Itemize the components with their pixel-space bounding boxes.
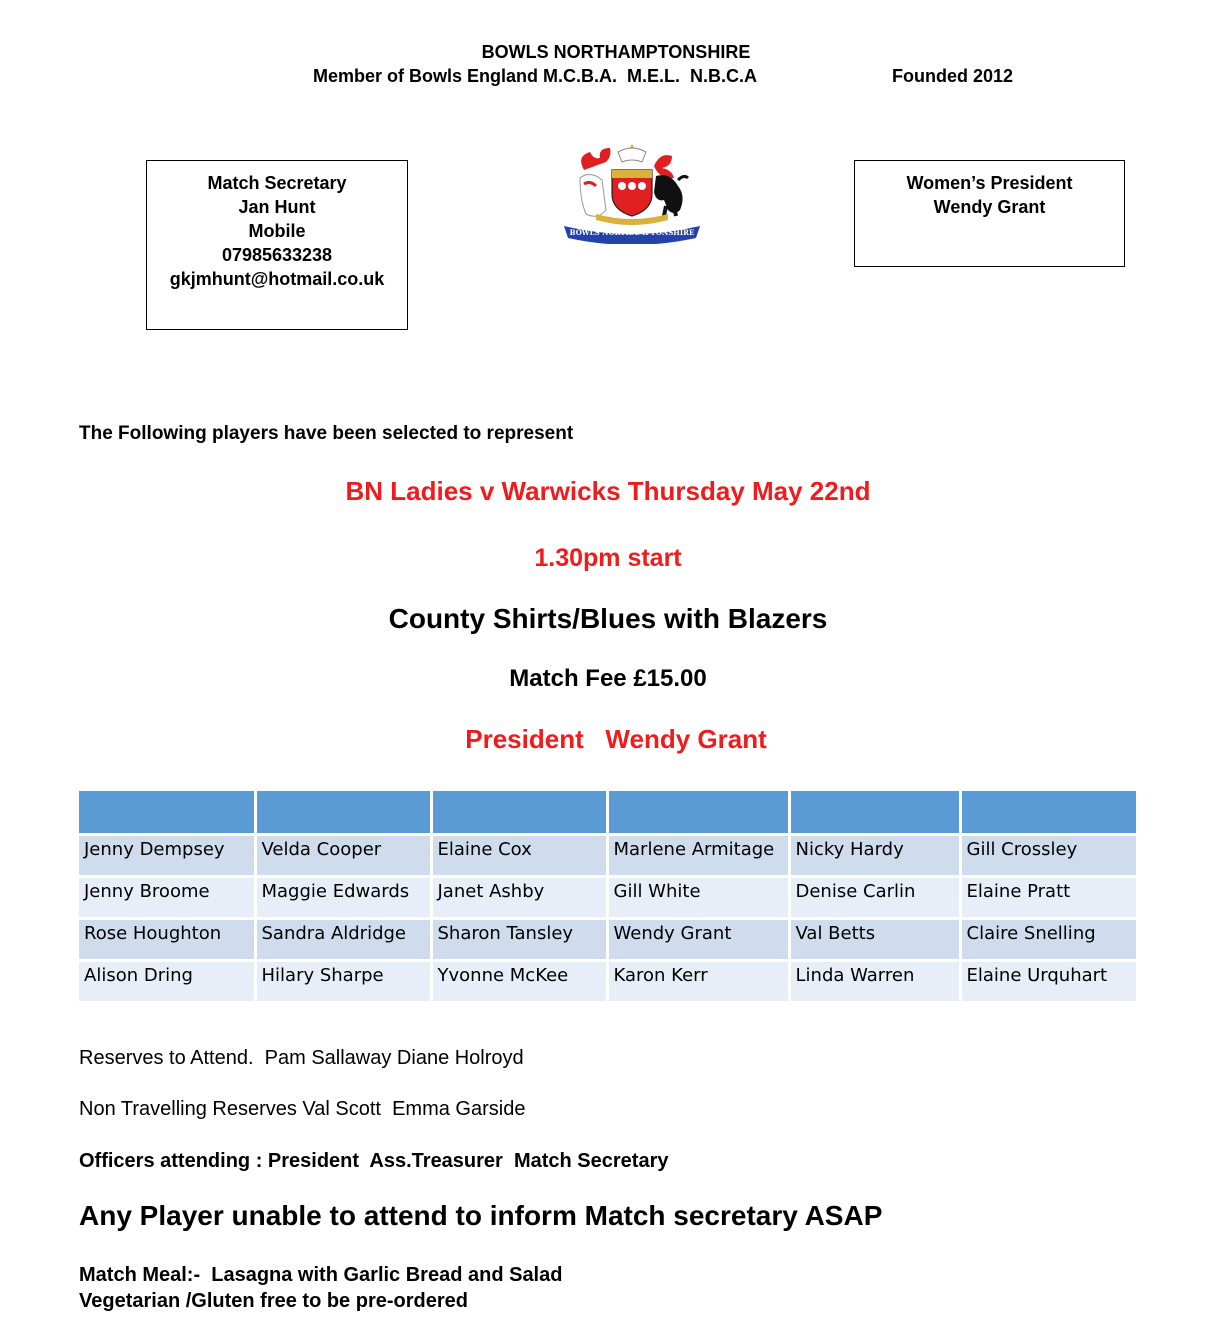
player-cell: Jenny Dempsey: [79, 835, 255, 877]
player-cell: Sandra Aldridge: [255, 919, 431, 961]
player-cell: Elaine Cox: [431, 835, 607, 877]
table-row: [79, 961, 1137, 1003]
phone-number: 07985633238: [221, 245, 333, 265]
player-cell: Jenny Broome: [79, 877, 255, 919]
table-header-cell: [79, 791, 255, 835]
table-row: [79, 877, 1137, 919]
table-header-cell: [960, 791, 1137, 835]
player-cell: Gill Crossley: [960, 835, 1137, 877]
player-cell: Val Betts: [789, 919, 960, 961]
player-cell: Yvonne McKee: [431, 961, 607, 1003]
match-meal: Match Meal:- Lasagna with Garlic Bread and Salad: [79, 1264, 563, 1286]
player-cell: Elaine Urquhart: [960, 961, 1137, 1003]
player-cell: Claire Snelling: [960, 919, 1137, 961]
match-title: BN Ladies v Warwicks Thursday May 22nd: [345, 476, 871, 506]
player-cell: Karon Kerr: [607, 961, 789, 1003]
womens-president-box: [854, 160, 1125, 267]
meal-preorder-note: Vegetarian /Gluten free to be pre-ordered: [79, 1290, 468, 1312]
player-cell: Wendy Grant: [607, 919, 789, 961]
womens-president-name: Wendy Grant: [933, 197, 1046, 217]
non-travelling-reserves: Non Travelling Reserves Val Scott Emma Garside: [79, 1098, 526, 1120]
president-name: Wendy Grant: [605, 724, 767, 754]
player-cell: Maggie Edwards: [255, 877, 431, 919]
officers-attending: Officers attending : President Ass.Treasurer Match Secretary: [79, 1150, 669, 1172]
player-cell: Alison Dring: [79, 961, 255, 1003]
match-fee: Match Fee £15.00: [509, 665, 707, 692]
founded-year: Founded 2012: [892, 66, 1014, 86]
team-table: [79, 791, 1139, 1004]
reserves-to-attend: Reserves to Attend. Pam Sallaway Diane Holroyd: [79, 1047, 524, 1069]
mobile-label: Mobile: [248, 221, 306, 241]
president-label: President: [465, 724, 584, 754]
table-header-cell: [789, 791, 960, 835]
player-cell: Janet Ashby: [431, 877, 607, 919]
dress-code: County Shirts/Blues with Blazers: [388, 603, 828, 634]
player-cell: Rose Houghton: [79, 919, 255, 961]
match-secretary-name: Jan Hunt: [238, 197, 316, 217]
player-cell: Gill White: [607, 877, 789, 919]
player-cell: Elaine Pratt: [960, 877, 1137, 919]
membership-line: Member of Bowls England M.C.B.A. M.E.L. N.B.C.A: [313, 66, 758, 86]
attendance-notice: Any Player unable to attend to inform Match secretary ASAP: [79, 1200, 883, 1231]
table-header-row: [79, 791, 1137, 835]
player-cell: Denise Carlin: [789, 877, 960, 919]
selection-intro: The Following players have been selected to represent: [79, 423, 574, 444]
organisation-title: BOWLS NORTHAMPTONSHIRE: [481, 42, 751, 62]
match-secretary-role: Match Secretary: [207, 173, 347, 193]
player-cell: Sharon Tansley: [431, 919, 607, 961]
player-cell: Velda Cooper: [255, 835, 431, 877]
email-address: gkjmhunt@hotmail.co.uk: [169, 269, 385, 289]
start-time: 1.30pm start: [534, 544, 682, 572]
player-cell: Nicky Hardy: [789, 835, 960, 877]
match-president: [0, 724, 1232, 755]
table-header-cell: [431, 791, 607, 835]
player-cell: Linda Warren: [789, 961, 960, 1003]
player-cell: Hilary Sharpe: [255, 961, 431, 1003]
table-header-cell: [255, 791, 431, 835]
match-secretary-box: [146, 160, 408, 330]
womens-president-role: Women’s President: [906, 173, 1073, 193]
county-crest-icon: [562, 140, 702, 244]
table-row: [79, 835, 1137, 877]
crest-banner-text: BOWLS NORTHAMPTONSHIRE: [569, 228, 695, 237]
player-cell: Marlene Armitage: [607, 835, 789, 877]
table-row: [79, 919, 1137, 961]
table-header-cell: [607, 791, 789, 835]
